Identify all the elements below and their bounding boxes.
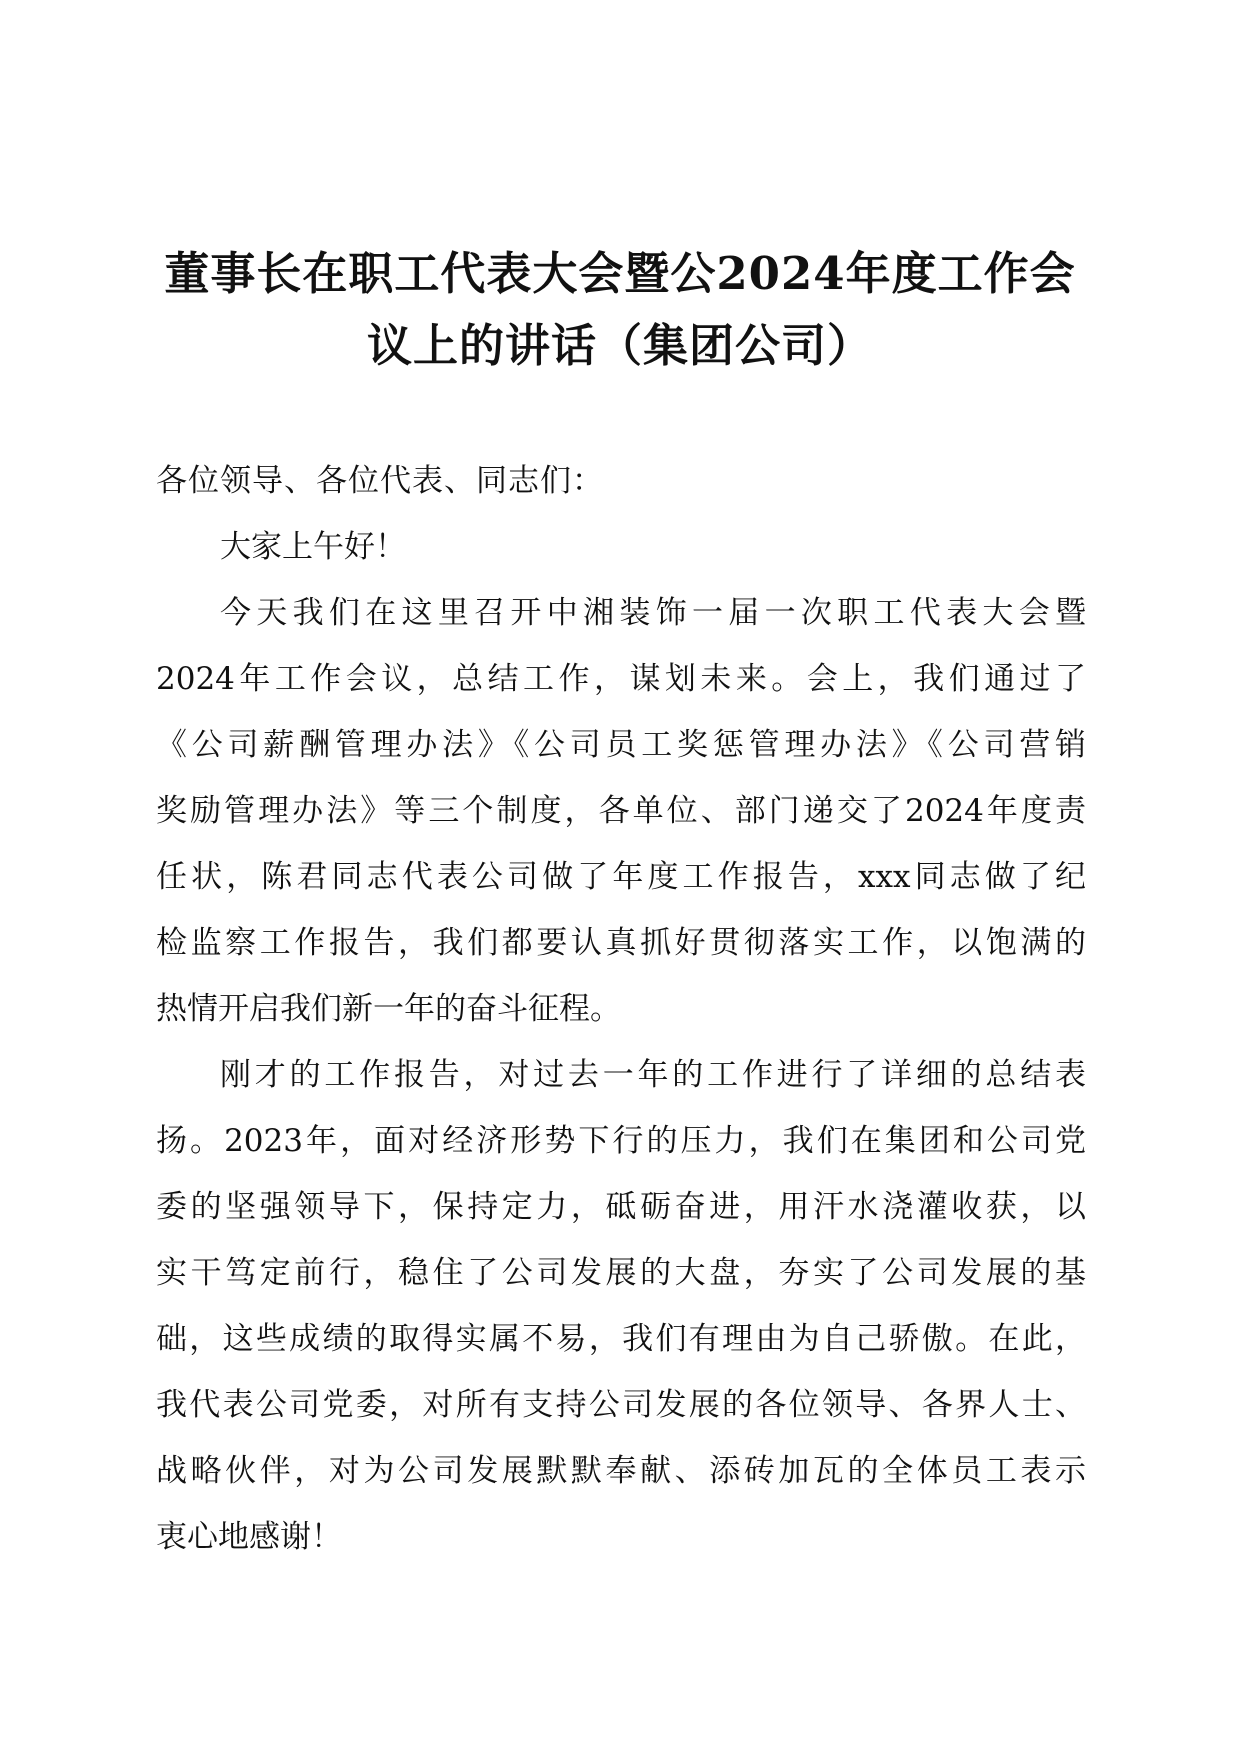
paragraph-2	[156, 1042, 1086, 1570]
paragraph-2-line: 我代表公司党委，对所有支持公司发展的各位领导、各界人士、	[156, 1387, 1086, 1423]
paragraph-1-line: 任状，陈君同志代表公司做了年度工作报告，xxx同志做了纪	[156, 859, 1086, 895]
paragraph-1-line: 《公司薪酬管理办法》《公司员工奖惩管理办法》《公司营销	[156, 727, 1086, 763]
title-line-2: 议上的讲话（集团公司）	[366, 319, 873, 372]
speech-body	[156, 448, 1086, 1570]
paragraph-1	[156, 580, 1086, 1042]
paragraph-2-line: 战略伙伴，对为公司发展默默奉献、添砖加瓦的全体员工表示	[156, 1453, 1086, 1489]
paragraph-1-line: 奖励管理办法》等三个制度，各单位、部门递交了2024年度责	[156, 793, 1086, 829]
paragraph-1-line: 热情开启我们新一年的奋斗征程。	[156, 991, 621, 1027]
paragraph-1-line: 检监察工作报告，我们都要认真抓好贯彻落实工作，以饱满的	[156, 925, 1086, 961]
title-line-1: 董事长在职工代表大会暨公2024年度工作会	[164, 247, 1076, 300]
paragraph-1-line: 今天我们在这里召开中湘装饰一届一次职工代表大会暨	[220, 595, 1086, 631]
paragraph-1-line: 2024年工作会议，总结工作，谋划未来。会上，我们通过了	[156, 661, 1086, 697]
paragraph-2-line: 础，这些成绩的取得实属不易，我们有理由为自己骄傲。在此，	[156, 1321, 1086, 1357]
greeting: 大家上午好！	[220, 529, 406, 565]
document-title	[0, 238, 1240, 382]
paragraph-2-line: 扬。2023年，面对经济形势下行的压力，我们在集团和公司党	[156, 1123, 1086, 1159]
paragraph-2-line: 委的坚强领导下，保持定力，砥砺奋进，用汗水浇灌收获，以	[156, 1189, 1086, 1225]
paragraph-2-line: 刚才的工作报告，对过去一年的工作进行了详细的总结表	[220, 1057, 1086, 1093]
paragraph-2-line: 实干笃定前行，稳住了公司发展的大盘，夯实了公司发展的基	[156, 1255, 1086, 1291]
salutation: 各位领导、各位代表、同志们：	[156, 463, 604, 499]
paragraph-2-line: 衷心地感谢！	[156, 1519, 342, 1555]
